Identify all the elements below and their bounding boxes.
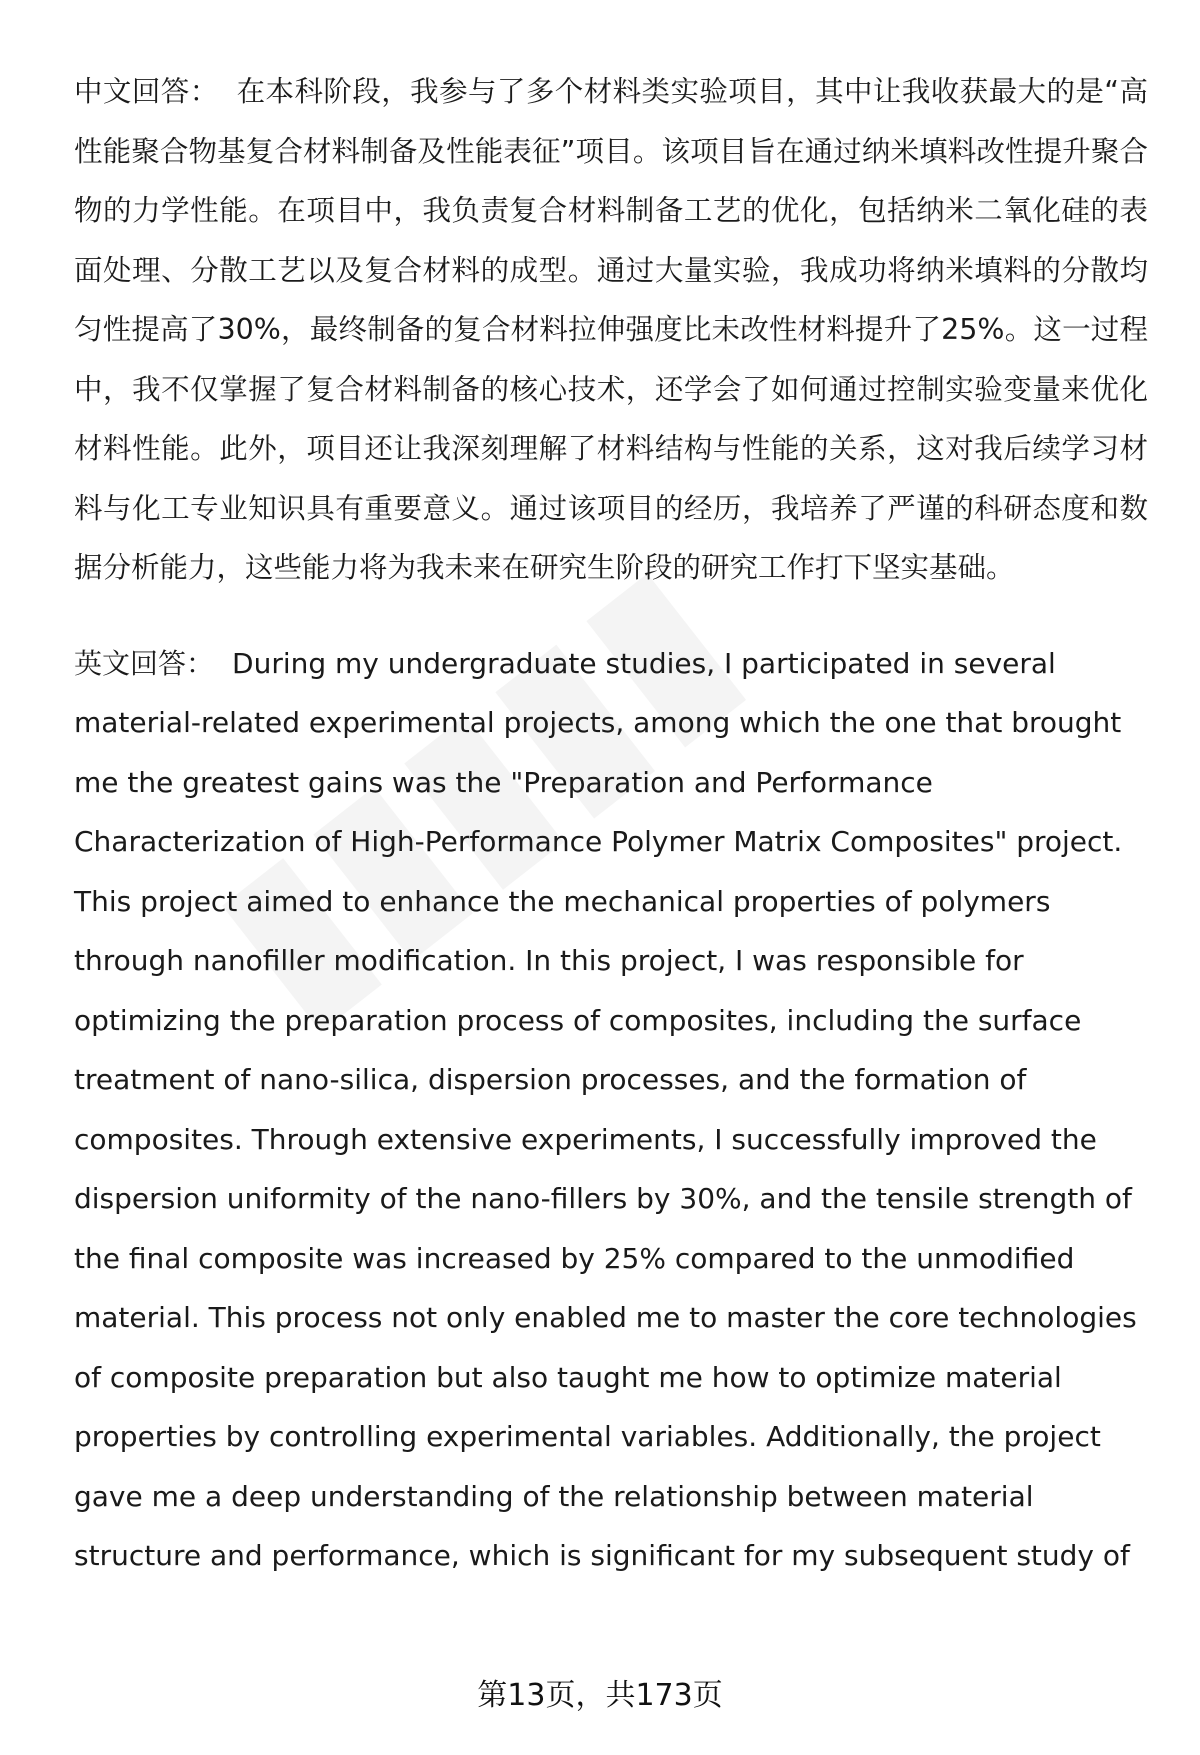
- chinese-answer-label: 中文回答：: [74, 75, 219, 108]
- page-number-footer: 第13页，共173页: [477, 1678, 723, 1713]
- english-answer-label: 英文回答：: [74, 646, 215, 680]
- document-body: [74, 62, 1148, 1586]
- chinese-answer-paragraph: [74, 62, 1148, 598]
- chinese-answer-text: 在本科阶段，我参与了多个材料类实验项目，其中让我收获最大的是“高性能聚合物基复合材料制备及性能表征”项目。该项目旨在通过纳米填料改性提升聚合物的力学性能。在项目中，我负责复合材料制备工艺的优化，包括纳米二氧化硅的表面处理、分散工艺以及复合材料的成型。通过大量实验，我成功将纳米填料的分散均匀性提高了30%，最终制备的复合材料拉伸强度比未改性材料提升了25%。这一过程中，我不仅掌握了复合材料制备的核心技术，还学会了如何通过控制实验变量来优化材料性能。此外，项目还让我深刻理解了材料结构与性能的关系，这对我后续学习材料与化工专业知识具有重要意义。通过该项目的经历，我培养了严谨的科研态度和数据分析能力，这些能力将为我未来在研究生阶段的研究工作打下坚实基础。: [74, 75, 1148, 584]
- english-answer-paragraph: [74, 634, 1148, 1586]
- english-answer-text: During my undergraduate studies, I participated in several material-related experimental projects, among which the one that brought me the greatest gains was the "Preparation and Performance Characterization of High-Performance Polymer Matrix Composites" project. This project aimed to enhance the mechanical properties of polymers through nanofiller modification. In this project, I was responsible for optimizing the preparation process of composites, including the surface treatment of nano-silica, dispersion processes, and the formation of composites. Through extensive experiments, I successfully improved the dispersion uniformity of the nano-fillers by 30%, and the tensile strength of the final composite was increased by 25% compared to the unmodified material. This process not only enabled me to master the core technologies of composite preparation but also taught me how to optimize material properties by controlling experimental variables. Additionally, the project gave me a deep understanding of the relationship between material structure and performance, which is significant for my subsequent study of: [74, 646, 1137, 1572]
- paragraph-spacer: [74, 598, 1148, 634]
